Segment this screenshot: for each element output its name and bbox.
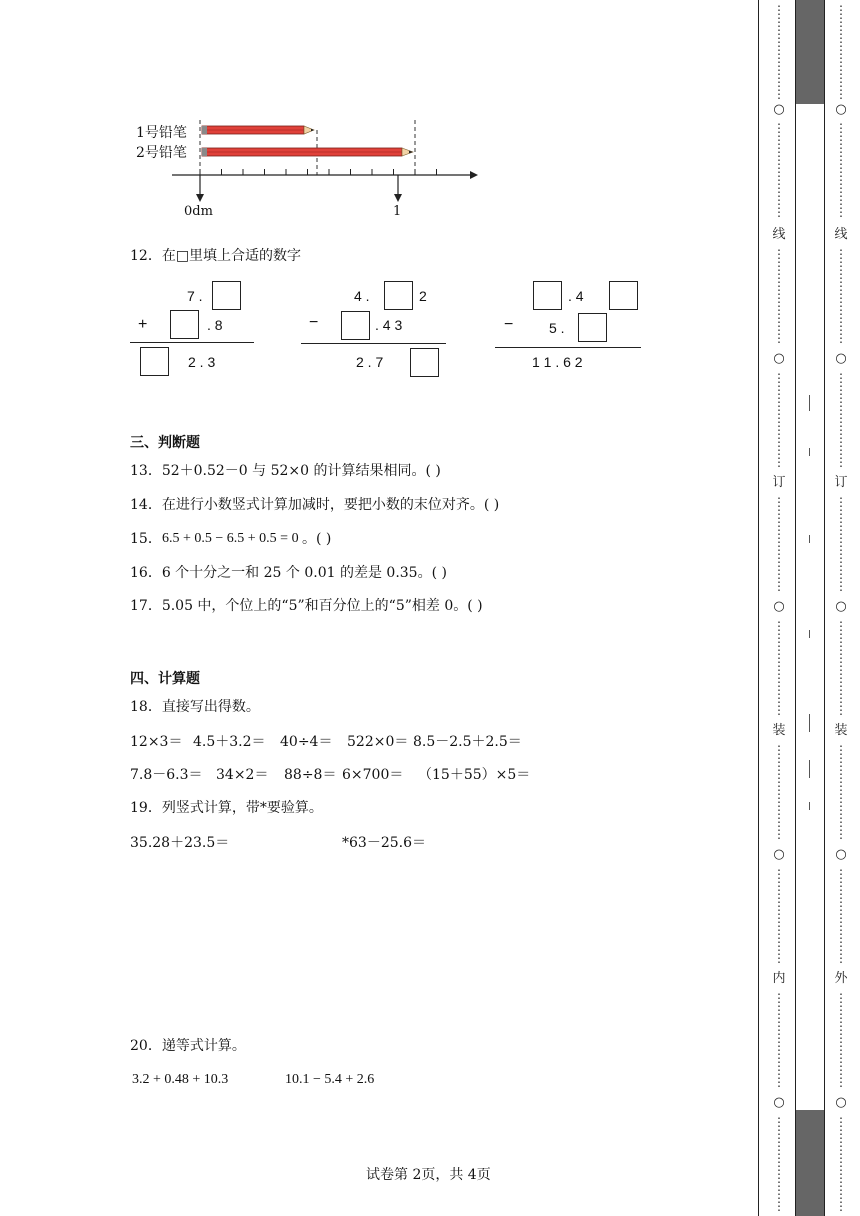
dots: ⋮ ⋮ ⋮ ⋮ ⋮ ⋮ ⋮ ⋮ xyxy=(835,371,847,469)
dots: ⋮ ⋮ ⋮ ⋮ ⋮ ⋮ ⋮ ⋮ xyxy=(835,619,847,717)
q18-item: 12×3＝ xyxy=(130,734,183,750)
q19: 19．列竖式计算，带*要验算。 xyxy=(130,800,323,816)
dots: ⋮ ⋮ ⋮ ⋮ ⋮ ⋮ ⋮ ⋮ xyxy=(835,495,847,593)
bar-mark xyxy=(809,448,810,456)
dots: ⋮ ⋮ ⋮ ⋮ ⋮ ⋮ ⋮ ⋮ xyxy=(835,743,847,841)
pencil-1 xyxy=(202,126,314,134)
circle-mark: ○ xyxy=(835,599,847,614)
q19-a: 35.28＋23.5＝ xyxy=(130,835,230,851)
dots: ⋮ ⋮ ⋮ ⋮ ⋮ ⋮ ⋮ ⋮ xyxy=(773,247,785,345)
p2-box-top[interactable] xyxy=(384,281,413,310)
dots: ⋮ ⋮ ⋮ ⋮ ⋮ ⋮ ⋮ ⋮ xyxy=(835,3,847,101)
q20-b: 10.1 − 5.4 + 2.6 xyxy=(285,1072,375,1087)
q14: 14．在进行小数竖式计算加减时，要把小数的末位对齐。( ) xyxy=(130,497,500,513)
bar-mark xyxy=(809,802,810,810)
pencil-2 xyxy=(202,148,413,156)
q18-item: 88÷8＝ xyxy=(284,767,337,783)
binding-char-ding: 订 xyxy=(772,475,786,490)
p1-bottom: 2 . 3 xyxy=(188,354,216,370)
p1-box-mid[interactable] xyxy=(170,310,199,339)
circle-mark: ○ xyxy=(773,351,785,366)
pencil1-label: 1号铅笔 xyxy=(136,125,187,141)
circle-mark: ○ xyxy=(835,351,847,366)
dots: ⋮ ⋮ ⋮ ⋮ ⋮ ⋮ ⋮ ⋮ xyxy=(835,1115,847,1213)
binding-bar xyxy=(795,0,825,1216)
circle-mark: ○ xyxy=(835,102,847,117)
zero-label: 0dm xyxy=(184,204,213,219)
dots: ⋮ ⋮ ⋮ ⋮ ⋮ ⋮ ⋮ ⋮ xyxy=(835,247,847,345)
q17: 17．5.05 中，个位上的“5”和百分位上的“5”相差 0。( ) xyxy=(130,598,483,614)
dots: ⋮ ⋮ ⋮ ⋮ ⋮ ⋮ ⋮ ⋮ xyxy=(773,867,785,965)
q18: 18．直接写出得数。 xyxy=(130,699,260,715)
binding-char-line: 线 xyxy=(772,227,786,242)
puzzle-2 xyxy=(298,278,448,378)
p1-box-bottom[interactable] xyxy=(140,347,169,376)
bar-bottom-gray xyxy=(796,1110,824,1216)
section4-title: 四、计算题 xyxy=(130,671,200,687)
dots: ⋮ ⋮ ⋮ ⋮ ⋮ ⋮ ⋮ ⋮ xyxy=(773,619,785,717)
q18-item: 34×2＝ xyxy=(216,767,269,783)
circle-mark: ○ xyxy=(835,1095,847,1110)
one-label: 1 xyxy=(393,204,402,219)
q12-title: 12．在□里填上合适的数字 xyxy=(130,248,302,264)
bar-mark xyxy=(809,714,810,732)
p2-op: − xyxy=(309,314,319,331)
p2-box-bottom[interactable] xyxy=(410,348,439,377)
binding-strip-border-left xyxy=(758,0,759,1216)
q18-row-1 xyxy=(130,733,550,751)
binding-strip-inner xyxy=(766,0,792,1216)
bar-mark xyxy=(809,630,810,638)
binding-char-zhuang: 装 xyxy=(772,723,786,738)
q18-item: 522×0＝ xyxy=(347,734,409,750)
q19-b: *63－25.6＝ xyxy=(342,835,426,851)
p3-mid-a: 5 . xyxy=(549,320,565,336)
circle-mark: ○ xyxy=(773,1095,785,1110)
p2-top-b: 2 xyxy=(419,288,427,304)
p1-op: + xyxy=(138,316,148,333)
pencil2-label: 2号铅笔 xyxy=(136,145,187,161)
circle-mark: ○ xyxy=(835,847,847,862)
bar-top-gray xyxy=(796,0,824,104)
circle-mark: ○ xyxy=(773,102,785,117)
q20-a: 3.2 + 0.48 + 10.3 xyxy=(132,1072,229,1087)
dots: ⋮ ⋮ ⋮ ⋮ ⋮ ⋮ ⋮ ⋮ xyxy=(835,121,847,219)
bar-mark xyxy=(809,535,810,543)
p3-bottom: 1 1 . 6 2 xyxy=(532,354,583,370)
dots: ⋮ ⋮ ⋮ ⋮ ⋮ ⋮ ⋮ ⋮ xyxy=(835,991,847,1089)
ruler-arrow xyxy=(470,171,478,179)
section3-title: 三、判断题 xyxy=(130,435,200,451)
ruler-figure xyxy=(130,110,490,225)
page-footer: 试卷第 2页，共 4页 xyxy=(366,1167,491,1183)
binding-char-ding: 订 xyxy=(834,475,848,490)
puzzle-1 xyxy=(128,278,258,378)
dots: ⋮ ⋮ ⋮ ⋮ ⋮ ⋮ ⋮ ⋮ xyxy=(773,1115,785,1213)
p1-top: 7 . xyxy=(187,288,203,304)
dots: ⋮ ⋮ ⋮ ⋮ ⋮ ⋮ ⋮ ⋮ xyxy=(773,121,785,219)
q18-item: 6×700＝ xyxy=(342,767,404,783)
dots: ⋮ ⋮ ⋮ ⋮ ⋮ ⋮ ⋮ ⋮ xyxy=(835,867,847,965)
bar-mark xyxy=(809,760,810,778)
p3-box-top-b[interactable] xyxy=(609,281,638,310)
p2-mid-tail: . 4 3 xyxy=(375,317,403,333)
dots: ⋮ ⋮ ⋮ ⋮ ⋮ ⋮ ⋮ ⋮ xyxy=(773,371,785,469)
p3-op: − xyxy=(504,316,514,333)
puzzle-3 xyxy=(492,278,644,378)
q18-row-2 xyxy=(130,766,550,784)
p1-rule xyxy=(130,342,254,343)
p2-bottom: 2 . 7 xyxy=(356,354,384,370)
q16: 16．6 个十分之一和 25 个 0.01 的差是 0.35。( ) xyxy=(130,565,447,581)
p3-box-mid[interactable] xyxy=(578,313,607,342)
q13: 13．52＋0.52－0 与 52×0 的计算结果相同。( ) xyxy=(130,463,441,479)
binding-strip-outer xyxy=(828,0,854,1216)
binding-char-line: 线 xyxy=(834,227,848,242)
dots: ⋮ ⋮ ⋮ ⋮ ⋮ ⋮ ⋮ ⋮ xyxy=(773,743,785,841)
q20: 20．递等式计算。 xyxy=(130,1038,246,1054)
p1-mid-tail: . 8 xyxy=(207,317,223,333)
dots: ⋮ ⋮ ⋮ ⋮ ⋮ ⋮ ⋮ ⋮ xyxy=(773,3,785,101)
p3-box-top-a[interactable] xyxy=(533,281,562,310)
p3-top-mid: . 4 xyxy=(568,288,584,304)
q15-tail: 。( ) xyxy=(302,531,332,547)
circle-mark: ○ xyxy=(773,847,785,862)
binding-char-zhuang: 装 xyxy=(834,723,848,738)
dots: ⋮ ⋮ ⋮ ⋮ ⋮ ⋮ ⋮ ⋮ xyxy=(773,991,785,1089)
p2-box-mid[interactable] xyxy=(341,311,370,340)
q18-item: （15＋55）×5＝ xyxy=(418,767,531,783)
p1-box-top[interactable] xyxy=(212,281,241,310)
q15-expr: 6.5 + 0.5 − 6.5 + 0.5 = 0 xyxy=(162,531,299,546)
ruler-ticks xyxy=(200,169,437,175)
binding-char-wai: 外 xyxy=(834,971,848,986)
p2-top-a: 4 . xyxy=(354,288,370,304)
q15-num: 15． xyxy=(130,531,162,547)
q18-item: 40÷4＝ xyxy=(280,734,333,750)
binding-char-nei: 内 xyxy=(772,971,786,986)
dots: ⋮ ⋮ ⋮ ⋮ ⋮ ⋮ ⋮ ⋮ xyxy=(773,495,785,593)
q18-item: 8.5－2.5＋2.5＝ xyxy=(413,734,522,750)
p2-rule xyxy=(301,343,446,344)
p3-rule xyxy=(495,347,641,348)
q18-item: 4.5＋3.2＝ xyxy=(193,734,266,750)
q18-item: 7.8－6.3＝ xyxy=(130,767,203,783)
circle-mark: ○ xyxy=(773,599,785,614)
bar-mark xyxy=(809,395,810,411)
